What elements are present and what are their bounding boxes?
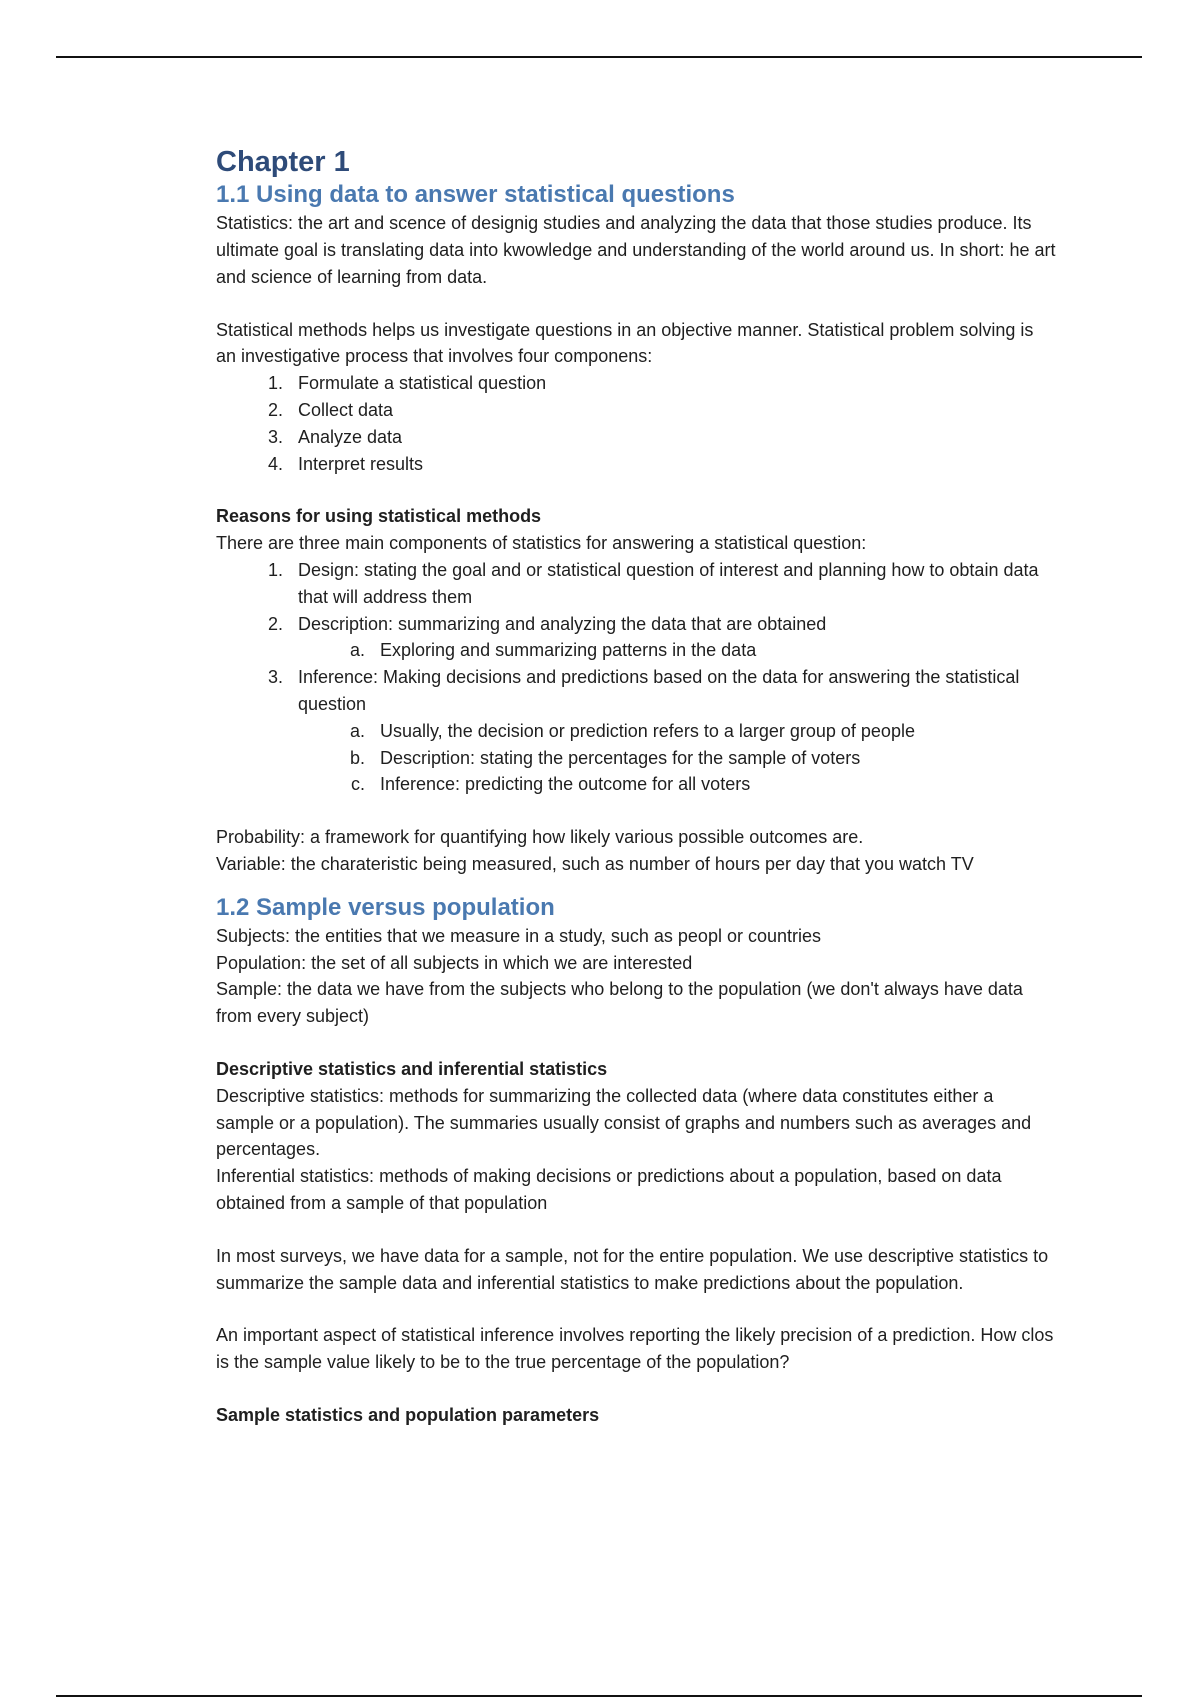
list-item: 2. Collect data <box>288 397 1056 424</box>
statistics-definition: Statistics: the art and scence of designig studies and analyzing the data that those studies produce. Its ultimate goal is translating data into kwowledge and understanding of the world around us. In short: he art and science of learning from data. <box>216 213 1056 287</box>
component-description: Description: summarizing and analyzing the data that are obtained <box>298 613 827 634</box>
paragraph-gap <box>216 1296 1056 1322</box>
components-list <box>216 557 1056 798</box>
list-item <box>288 664 1056 798</box>
reasons-heading: Reasons for using statistical methods <box>216 506 542 527</box>
paragraph-gap <box>216 798 1056 824</box>
surveys-paragraph: In most surveys, we have data for a sample, not for the entire population. We use descriptive statistics to summarize the sample data and inferential statistics to make predictions about the population. <box>216 1245 1049 1293</box>
descriptive-statistics-definition: Descriptive statistics: methods for summarizing the collected data (where data constitutes either a sample or a population). The summaries usually consist of graphs and numbers such as averages and percentages. <box>216 1085 1032 1160</box>
statistical-methods-intro: Statistical methods helps us investigate questions in an objective manner. Statistical problem solving is an investigative process that involves four componens: <box>216 319 1034 367</box>
list-item: 4. Interpret results <box>288 451 1056 478</box>
component-inference: Inference: Making decisions and predictions based on the data for answering the statistical question <box>298 667 1020 714</box>
problem-solving-steps-list <box>216 370 1056 477</box>
paragraph-gap <box>216 1217 1056 1243</box>
reasons-intro: There are three main components of statistics for answering a statistical question: <box>216 533 867 554</box>
variable-definition: Variable: the charateristic being measured, such as number of hours per day that you watch TV <box>216 853 974 874</box>
precision-paragraph: An important aspect of statistical inference involves reporting the likely precision of a prediction. How clos is the sample value likely to be to the true percentage of the population? <box>216 1325 1054 1373</box>
inferential-statistics-definition: Inferential statistics: methods of making decisions or predictions about a population, based on data obtained from a sample of that population <box>216 1166 1002 1213</box>
list-item <box>288 557 1056 611</box>
inference-sublist <box>298 718 1056 798</box>
list-item: 1. Formulate a statistical question <box>288 370 1056 397</box>
chapter-title: Chapter 1 <box>216 146 350 178</box>
list-item: 3. Analyze data <box>288 424 1056 451</box>
sample-statistics-heading: Sample statistics and population parameters <box>216 1404 600 1425</box>
population-definition: Population: the set of all subjects in which we are interested <box>216 952 693 973</box>
sub-list-item: b. Description: stating the percentages for the sample of voters <box>370 745 1056 772</box>
section-heading-1-1: 1.1 Using data to answer statistical questions <box>216 181 735 209</box>
sub-list-item: a. Exploring and summarizing patterns in the data <box>370 637 1056 664</box>
list-item <box>288 611 1056 665</box>
paragraph-gap <box>216 1376 1056 1402</box>
section-heading-1-2: 1.2 Sample versus population <box>216 893 555 921</box>
paragraph-gap <box>216 477 1056 503</box>
component-design: Design: stating the goal and or statistical question of interest and planning how to obtain data that will address them <box>298 560 1039 607</box>
sub-list-item: a. Usually, the decision or prediction refers to a larger group of people <box>370 718 1056 745</box>
descriptive-inferential-heading: Descriptive statistics and inferential statistics <box>216 1058 608 1079</box>
page-top-rule <box>56 56 1142 58</box>
probability-definition: Probability: a framework for quantifying how likely various possible outcomes are. <box>216 827 864 848</box>
subjects-definition: Subjects: the entities that we measure in a study, such as peopl or countries <box>216 925 821 946</box>
sub-list-item: c. Inference: predicting the outcome for all voters <box>370 771 1056 798</box>
paragraph-gap <box>216 291 1056 317</box>
sample-definition: Sample: the data we have from the subjects who belong to the population (we don't always have data from every subject) <box>216 979 1023 1027</box>
description-sublist <box>298 637 1056 664</box>
paragraph-gap <box>216 1030 1056 1056</box>
page-content <box>216 144 1056 1429</box>
page-bottom-rule <box>56 1695 1142 1697</box>
